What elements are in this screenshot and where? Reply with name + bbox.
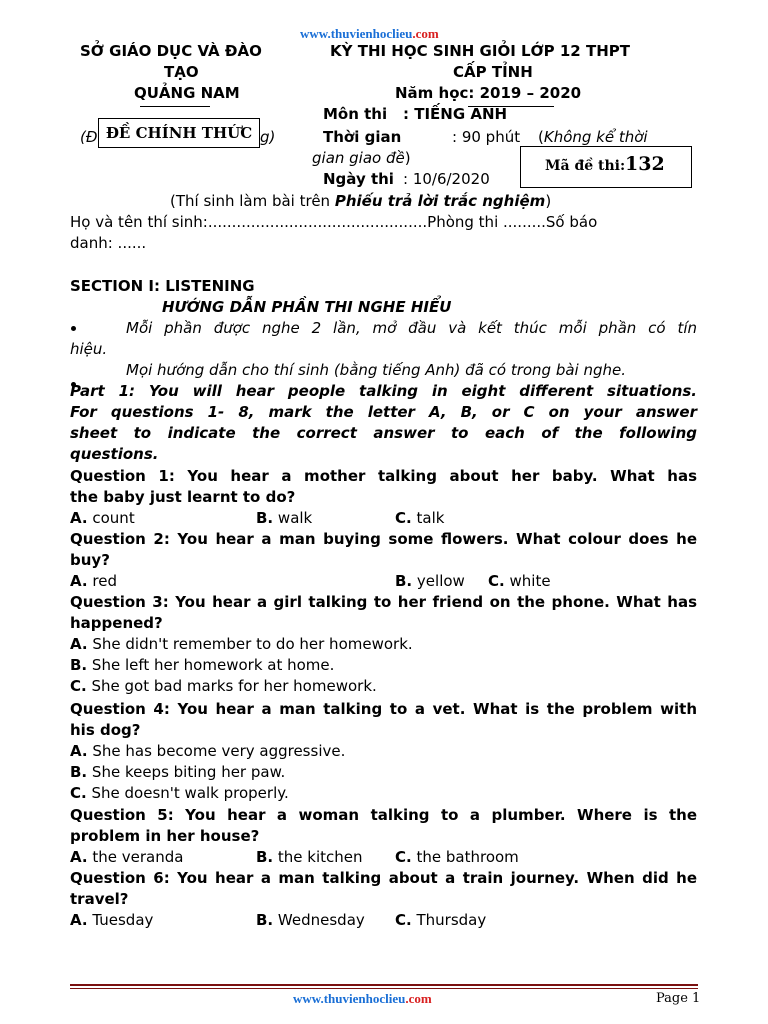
part1-line4: questions. xyxy=(70,445,159,463)
question-4-line1: Question 4: You hear a man talking to a vet. What is the problem with xyxy=(70,700,697,718)
question-6-line2: travel? xyxy=(70,890,129,908)
question-4-line2: his dog? xyxy=(70,721,141,739)
q1-option-c[interactable]: C. talk xyxy=(395,509,445,527)
question-5-line2: problem in her house? xyxy=(70,827,260,845)
q2-option-b[interactable]: B. yellow xyxy=(395,572,465,590)
exam-title-line2: CẤP TỈNH xyxy=(453,63,533,81)
exam-code-box xyxy=(520,146,692,188)
duration-value: : 90 phút xyxy=(452,128,521,146)
bullet-dot xyxy=(71,326,76,331)
q6-option-a[interactable]: A. Tuesday xyxy=(70,911,154,929)
q1-option-b[interactable]: B. walk xyxy=(256,509,313,527)
question-1-line2: the baby just learnt to do? xyxy=(70,488,296,506)
q2-option-a[interactable]: A. red xyxy=(70,572,117,590)
subject-value: : TIẾNG ANH xyxy=(403,105,508,123)
page-number: Page 1 xyxy=(656,991,701,1006)
duration-note: (Không kể thời xyxy=(538,128,648,146)
exam-code-value: 132 xyxy=(625,153,665,175)
date-value: : 10/6/2020 xyxy=(403,170,490,188)
q3-option-a[interactable]: A. She didn't remember to do her homework. xyxy=(70,635,413,653)
question-3-line2: happened? xyxy=(70,614,163,632)
q3-option-b[interactable]: B. She left her homework at home. xyxy=(70,656,335,674)
official-left-frag: (Đ xyxy=(80,128,98,146)
q6-option-c[interactable]: C. Thursday xyxy=(395,911,487,929)
q1-option-a[interactable]: A. count xyxy=(70,509,135,527)
school-year: Năm học: 2019 – 2020 xyxy=(395,84,582,102)
question-3-line1: Question 3: You hear a girl talking to her friend on the phone. What has xyxy=(70,593,697,611)
date-label: Ngày thi xyxy=(323,170,394,188)
question-2-line2: buy? xyxy=(70,551,110,569)
part1-line3: sheet to indicate the correct answer to each of the following xyxy=(70,424,697,442)
dept-underline xyxy=(140,106,210,107)
footer-site-url[interactable]: www.thuvienhoclieu.com xyxy=(293,991,432,1006)
candidate-line1: Họ và tên thí sinh:..............................................Phòng thi .........Số báo xyxy=(70,213,598,231)
q2-option-c[interactable]: C. white xyxy=(488,572,551,590)
dept-line3: QUẢNG NAM xyxy=(134,84,240,102)
question-5-line1: Question 5: You hear a woman talking to a plumber. Where is the xyxy=(70,806,697,824)
footer-rule-thin xyxy=(70,988,698,989)
question-1-line1: Question 1: You hear a mother talking about her baby. What has xyxy=(70,467,697,485)
q6-option-b[interactable]: B. Wednesday xyxy=(256,911,365,929)
exam-title-line1: KỲ THI HỌC SINH GIỎI LỚP 12 THPT xyxy=(330,42,630,60)
header-site-url[interactable]: www.thuvienhoclieu.com xyxy=(300,26,439,41)
duration-note-line2: gian giao đề) xyxy=(312,149,411,167)
part1-line2: For questions 1- 8, mark the letter A, B, or C on your answer xyxy=(70,403,697,421)
part1-line1: Part 1: You will hear people talking in eight different situations. xyxy=(70,382,697,400)
q5-option-b[interactable]: B. the kitchen xyxy=(256,848,363,866)
guide-title: HƯỚNG DẪN PHẦN THI NGHE HIỂU xyxy=(162,298,452,316)
section-title: SECTION I: LISTENING xyxy=(70,277,255,295)
q3-option-c[interactable]: C. She got bad marks for her homework. xyxy=(70,677,377,695)
official-stamp: ĐỀ CHÍNH THỨC xyxy=(98,118,260,148)
subject-label: Môn thi xyxy=(323,105,388,123)
footer-rule xyxy=(70,984,698,986)
guide-bullet1-line2: hiệu. xyxy=(70,340,108,358)
guide-bullet2: Mọi hướng dẫn cho thí sinh (bằng tiếng Anh) đã có trong bài nghe. xyxy=(126,361,627,379)
guide-bullet1-line1: Mỗi phần được nghe 2 lần, mở đầu và kết thúc mỗi phần có tín xyxy=(126,319,697,337)
dept-line2: TẠO xyxy=(164,63,199,81)
q4-option-c[interactable]: C. She doesn't walk properly. xyxy=(70,784,289,802)
question-2-line1: Question 2: You hear a man buying some flowers. What colour does he xyxy=(70,530,697,548)
duration-label: Thời gian xyxy=(323,128,402,146)
q4-option-a[interactable]: A. She has become very aggressive. xyxy=(70,742,346,760)
exam-code-label: Mã đề thi: xyxy=(545,158,626,174)
question-6-line1: Question 6: You hear a man talking about a train journey. When did he xyxy=(70,869,697,887)
official-right-frag: g) xyxy=(260,128,276,146)
dept-line1: SỞ GIÁO DỤC VÀ ĐÀO xyxy=(80,42,262,60)
answer-sheet-note: (Thí sinh làm bài trên Phiếu trả lời trắc nghiệm) xyxy=(170,192,552,210)
q4-option-b[interactable]: B. She keeps biting her paw. xyxy=(70,763,286,781)
candidate-line2: danh: ...... xyxy=(70,234,147,252)
q5-option-a[interactable]: A. the veranda xyxy=(70,848,184,866)
q5-option-c[interactable]: C. the bathroom xyxy=(395,848,519,866)
